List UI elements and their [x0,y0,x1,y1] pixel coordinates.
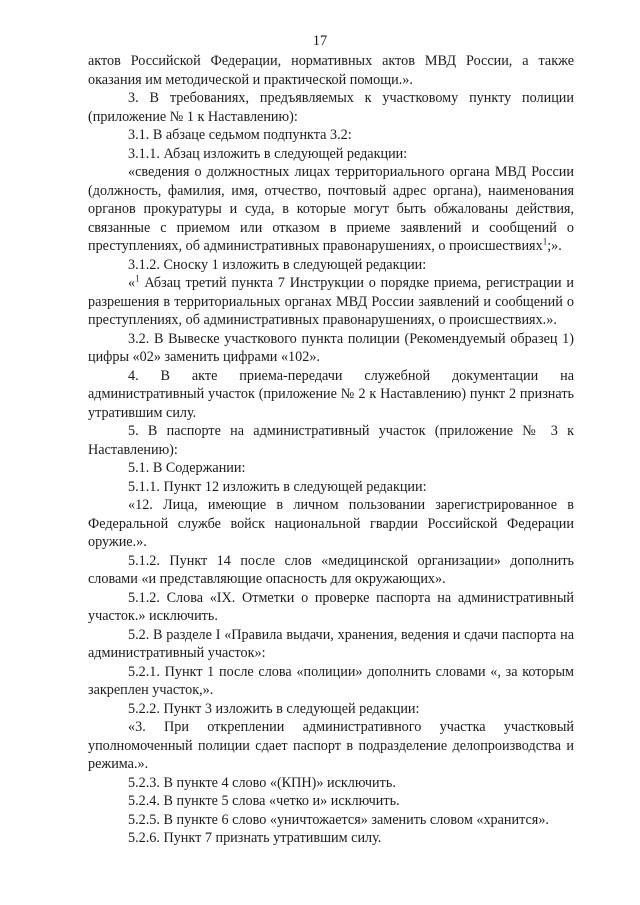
paragraph [88,422,574,459]
paragraph-text-tail: Абзац третий пункта 7 Инструкции о порядке приема, регистрации и разрешения в территориальных органах МВД России заявлений и сообщений о преступлениях, об административных правонарушениях, о происшествиях.». [88,275,574,328]
paragraph-text: 5.1.1. Пункт 12 изложить в следующей редакции: [128,478,427,495]
paragraph-text: 5.2.2. Пункт 3 изложить в следующей редакции: [128,700,420,717]
paragraph-text-tail: ;». [547,238,562,254]
paragraph-text: 5.2.4. В пункте 5 слова «четко и» исключить. [128,793,400,809]
paragraph [88,52,574,89]
paragraph [88,663,574,700]
paragraph-text: 5.2.3. В пункте 4 слово «(КПН)» исключить. [128,774,396,791]
paragraph [88,589,574,626]
paragraph [88,367,574,423]
paragraph [88,459,574,478]
paragraph-text: 5.2. В разделе I «Правила выдачи, хранения, ведения и сдачи паспорта на административный участок»: [88,626,574,661]
footnote-marker: 1 [135,273,140,284]
paragraph-text: 5.2.6. Пункт 7 признать утратившим силу. [128,830,382,846]
paragraph [88,700,574,719]
paragraph [88,718,574,774]
paragraph [88,145,574,164]
paragraph [88,163,574,256]
paragraph-text: 5.1.2. Пункт 14 после слов «медицинской организации» дополнить словами «и представляющие опасность для окружающих». [88,552,574,587]
footnote-marker: 1 [542,236,548,247]
paragraph-text: 3.2. В Вывеске участкового пункта полиции (Рекомендуемый образец 1) цифры «02» заменить цифрами «102». [88,330,574,365]
paragraph-text: 5.2.1. Пункт 1 после слова «полиции» дополнить словами «, за которым закреплен участок,». [88,663,574,698]
paragraph [88,626,574,663]
paragraph [88,811,574,830]
paragraph-text: 3.1.1. Абзац изложить в следующей редакции: [128,145,408,162]
paragraph [88,774,574,793]
paragraph [88,126,574,145]
paragraph [88,274,574,330]
paragraph-text: 5.1. В Содержании: [128,460,246,476]
paragraph-text: 4. В акте приема-передачи служебной документации на административный участок (приложение № 2 к Наставлению) пункт 2 признать утратившим силу. [88,367,574,421]
paragraph-text: «12. Лица, имеющие в личном пользовании зарегистрированное в Федеральной службе войск национальной гвардии Российской Федерации оружие.». [88,497,574,550]
document-body [88,52,574,848]
paragraph [88,792,574,811]
paragraph [88,829,574,848]
paragraph-text: «3. При откреплении административного участка участковый уполномоченный полиции сдает паспорт в подразделение делопроизводства и режима.». [88,719,574,772]
paragraph [88,496,574,552]
page-number: 17 [312,33,328,49]
paragraph [88,478,574,497]
paragraph-text: 3.1. В абзаце седьмом подпункта 3.2: [128,127,352,143]
paragraph-text: 3.1.2. Сноску 1 изложить в следующей редакции: [128,256,427,273]
paragraph-text: 5.2.5. В пункте 6 слово «уничтожается» заменить словом «хранится». [128,811,549,828]
paragraph [88,552,574,589]
paragraph [88,256,574,275]
paragraph [88,89,574,126]
paragraph-text: « [128,275,136,291]
paragraph-text: 5.1.2. Слова «IX. Отметки о проверке паспорта на административный участок.» исключить. [88,589,574,624]
paragraph-text: 3. В требованиях, предъявляемых к участковому пункту полиции (приложение № 1 к Наставлению): [88,90,574,125]
paragraph-text: «сведения о должностных лицах территориального органа МВД России (должность, фамилия, имя, отчество, почтовый адрес органа), наименования органов прокуратуры и суда, в которые могут быть обжалованы действия, связанные с приемом или отказом в приеме заявлений и сообщений о преступлениях, об административных правонарушениях, о происшествиях [88,164,574,254]
paragraph [88,330,574,367]
paragraph-text: 5. В паспорте на административный участок (приложение № 3 к Наставлению): [88,423,574,458]
paragraph-text: актов Российской Федерации, нормативных актов МВД России, а также оказания им методической и практической помощи.». [88,53,574,88]
